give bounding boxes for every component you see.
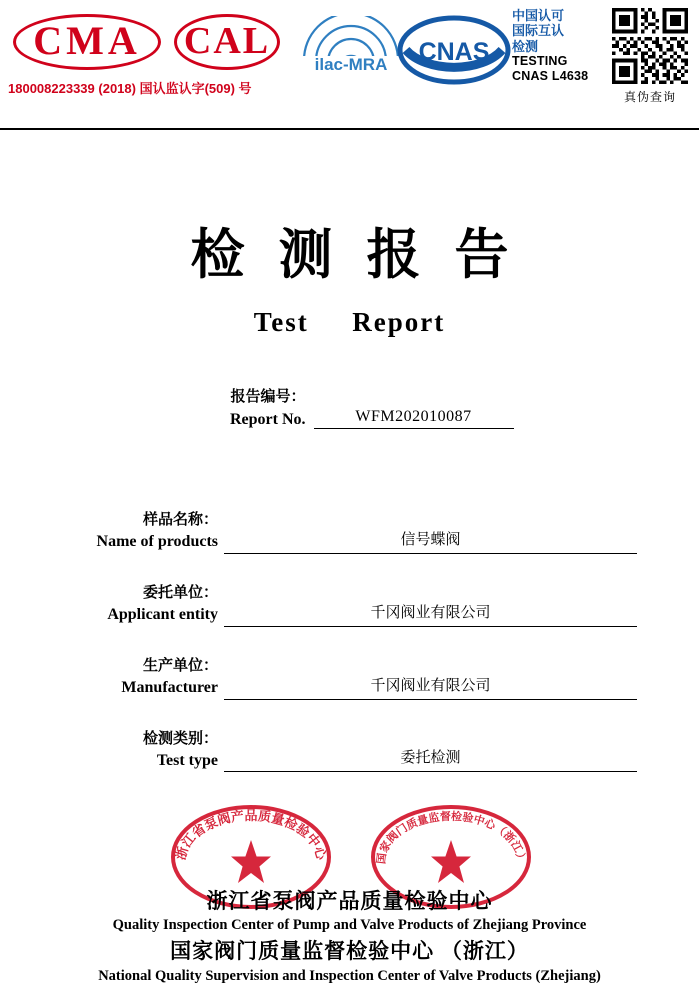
issuer-name-en-1: Quality Inspection Center of Pump and Valve Products of Zhejiang Province — [112, 917, 587, 934]
cma-letters: CMA — [33, 18, 141, 63]
report-number-labels — [186, 386, 314, 431]
field-row-applicant-entity — [60, 582, 637, 627]
report-number-label-zh: 报告编号： — [230, 388, 306, 405]
issuer-name-zh-2: 国家阀门质量监督检验中心 （浙江） — [170, 939, 529, 963]
page-title-zh: 检测报告 — [190, 225, 543, 285]
svg-text:ilac-MRA: ilac-MRA — [314, 55, 388, 74]
field-row-manufacturer — [60, 655, 637, 700]
qr-caption: 真伪查询 — [623, 90, 676, 104]
cnas-zh-line3: 检测 — [512, 38, 539, 54]
field-label-zh: 检测类别： — [142, 729, 218, 747]
cnas-icon — [396, 10, 516, 90]
field-label-zh: 样品名称： — [142, 510, 218, 528]
field-value-name-of-products: 信号蝶阀 — [224, 529, 637, 554]
report-number-label-en: Report No. — [229, 410, 306, 428]
field-label-zh: 生产单位： — [142, 656, 218, 674]
cal-letters: CAL — [183, 20, 271, 62]
cnas-zh-line1: 中国认可 — [512, 8, 565, 23]
cma-logo — [13, 14, 163, 72]
issuer-name-en-2: National Quality Supervision and Inspection Center of Valve Products (Zhejiang) — [98, 968, 601, 985]
svg-text:CNAS: CNAS — [418, 38, 490, 66]
field-labels — [60, 582, 224, 627]
report-number-value-wrap — [314, 386, 514, 429]
field-label-en: Test type — [156, 752, 218, 770]
svg-text:国家阀门质量监督检验中心（浙江）: 国家阀门质量监督检验中心（浙江） — [375, 810, 527, 865]
field-label-en: Name of products — [96, 533, 218, 551]
qr-code-icon[interactable] — [612, 8, 688, 84]
field-row-name-of-products — [60, 509, 637, 554]
issuer-footer — [0, 889, 699, 986]
cnas-en-line2: CNAS L4638 — [512, 68, 589, 83]
report-number-row — [0, 386, 699, 431]
field-labels — [60, 509, 224, 554]
cma-code-number: 180008223339 — [8, 81, 95, 96]
field-label-en: Applicant entity — [107, 606, 218, 624]
svg-text:浙江省泵阀产品质量检验中心: 浙江省泵阀产品质量检验中心 — [172, 808, 330, 862]
field-value-manufacturer: 千冈阀业有限公司 — [224, 675, 637, 700]
page-title-en-word2: Report — [352, 307, 446, 337]
field-list — [0, 509, 699, 773]
cnas-en-line1: TESTING — [512, 53, 568, 68]
issuer-name-zh-1: 浙江省泵阀产品质量检验中心 — [206, 890, 493, 914]
field-row-test-type — [60, 728, 637, 773]
page-title-en — [0, 307, 699, 338]
field-labels — [60, 728, 224, 773]
page-title-en-word1: Test — [253, 307, 309, 337]
cal-logo — [174, 14, 282, 72]
report-number-value: WFM202010087 — [314, 408, 514, 429]
cnas-text-block — [512, 8, 604, 83]
field-label-en: Manufacturer — [121, 679, 218, 697]
cnas-zh-line2: 国际互认 — [512, 23, 565, 39]
cal-mark-block — [172, 14, 284, 72]
field-value-applicant-entity: 千冈阀业有限公司 — [224, 602, 637, 627]
cma-code-suffix: (2018) 国认监认字(509) 号 — [98, 81, 252, 96]
cma-code — [8, 78, 252, 97]
field-label-zh: 委托单位： — [142, 583, 218, 601]
field-labels — [60, 655, 224, 700]
ilac-mra-logo — [292, 16, 410, 78]
field-value-test-type: 委托检测 — [224, 747, 637, 772]
cnas-logo — [396, 10, 516, 90]
certification-header — [0, 0, 699, 130]
qr-code-block — [608, 8, 692, 105]
ilac-mra-icon — [292, 16, 410, 78]
